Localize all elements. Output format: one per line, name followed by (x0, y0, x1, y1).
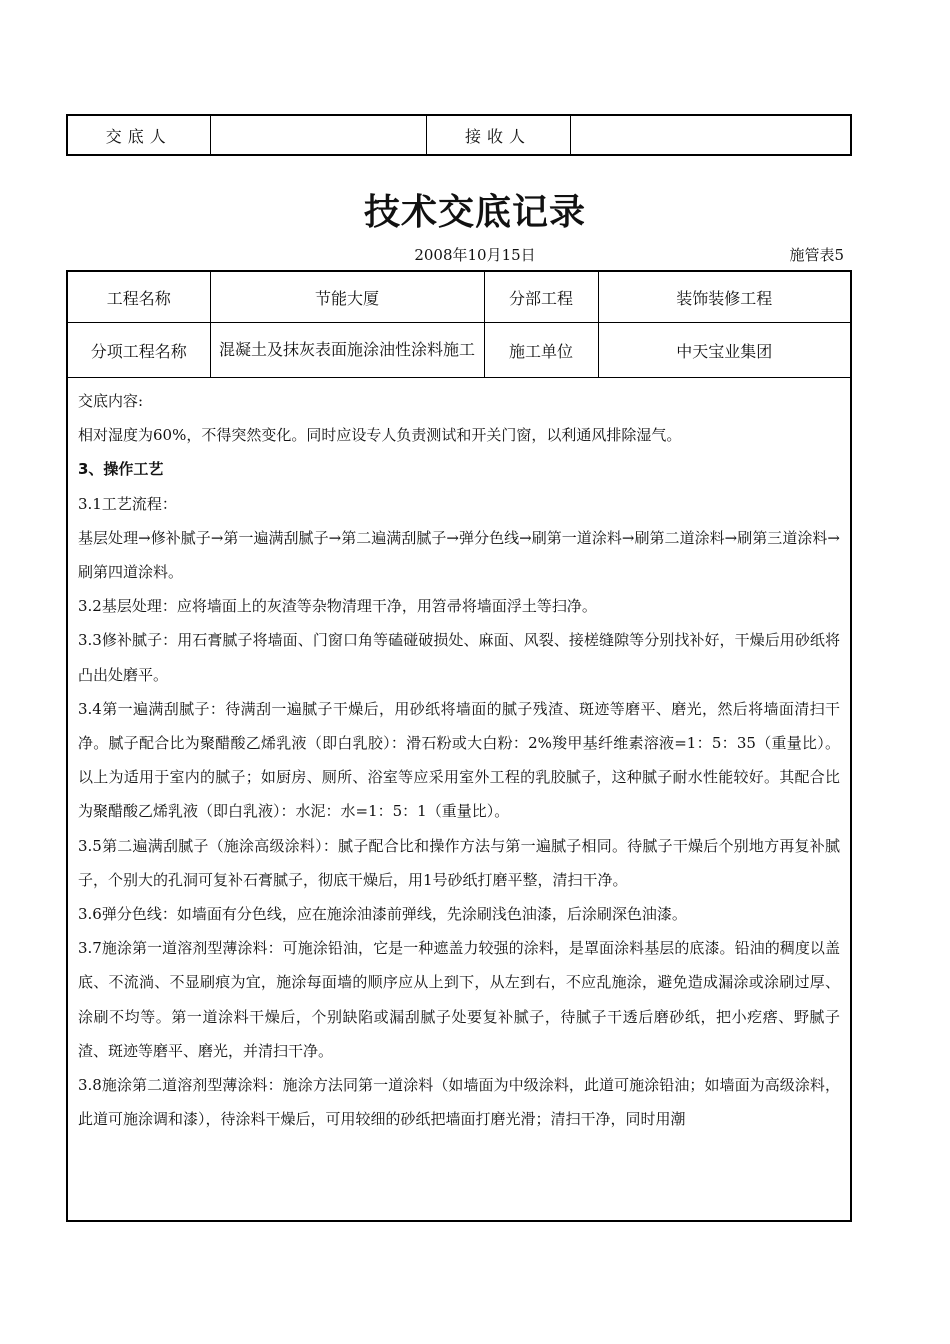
subitem-value: 混凝土及抹灰表面施涂油性涂料施工 (210, 323, 484, 378)
section-heading: 3、操作工艺 (78, 460, 164, 479)
handover-label: 交底人 (67, 115, 210, 155)
content-paragraph: 3.5第二遍满刮腻子（施涂高级涂料）：腻子配合比和操作方法与第一遍腻子相同。待腻子干燥后个别地方再复补腻子，个别大的孔洞可复补石膏腻子，彻底干燥后，用1号砂纸打磨平整，清扫干净。 (78, 836, 840, 889)
content-paragraph: 基层处理→修补腻子→第一遍满刮腻子→第二遍满刮腻子→弹分色线→刷第一道涂料→刷第二道涂料→刷第三道涂料→刷第四道涂料。 (78, 528, 840, 582)
handover-value (210, 115, 426, 155)
content-paragraph: 3.3修补腻子：用石膏腻子将墙面、门窗口角等磕碰破损处、麻面、风裂、接槎缝隙等分别找补好，干燥后用砂纸将凸出处磨平。 (78, 631, 840, 684)
content-paragraph: 3.7施涂第一道溶剂型薄涂料：可施涂铅油，它是一种遮盖力较强的涂料，是罩面涂料基层的底漆。铅油的稠度以盖底、不流淌、不显刷痕为宜，施涂每面墙的顺序应从上到下，从左到右，不应乱施涂，避免造成漏涂或涂刷过厚、涂刷不均等。第一道涂料干燥后，个别缺陷或漏刮腻子处要复补腻子，待腻子干透后磨砂纸，把小疙瘩、野腻子渣、斑迹等磨平、磨光，并清扫干净。 (78, 939, 840, 1060)
record-table (66, 270, 852, 1222)
division-value: 装饰装修工程 (598, 271, 851, 323)
page-title: 技术交底记录 (363, 192, 586, 233)
content-paragraph: 3.6弹分色线：如墙面有分色线，应在施涂油漆前弹线，先涂刷浅色油漆，后涂刷深色油漆。 (78, 905, 687, 924)
form-number: 施管表5 (789, 246, 844, 264)
content-paragraph: 3.8施涂第二道溶剂型薄涂料：施涂方法同第一道涂料（如墙面为中级涂料，此道可施涂铅油；如墙面为高级涂料，此道可施涂调和漆），待涂料干燥后，可用较细的砂纸把墙面打磨光滑；清扫干净，同时用潮 (78, 1076, 840, 1129)
constructor-value: 中天宝业集团 (598, 323, 851, 378)
constructor-label: 施工单位 (484, 323, 598, 378)
sign-table (66, 114, 852, 156)
content-label: 交底内容: (78, 392, 144, 410)
project-name-value: 节能大厦 (210, 271, 484, 323)
record-date: 2008年10月15日 (414, 246, 536, 264)
division-label: 分部工程 (484, 271, 598, 323)
subitem-label: 分项工程名称 (67, 323, 210, 378)
content-paragraph: 3.1工艺流程： (78, 494, 177, 513)
receiver-label: 接收人 (426, 115, 570, 155)
content-paragraph: 相对湿度为60%，不得突然变化。同时应设专人负责测试和开关门窗，以利通风排除湿气。 (78, 426, 682, 445)
content-cell (67, 378, 851, 1222)
project-name-label: 工程名称 (67, 271, 210, 323)
content-paragraph: 3.4第一遍满刮腻子：待满刮一遍腻子干燥后，用砂纸将墙面的腻子残渣、斑迹等磨平、磨光，然后将墙面清扫干净。腻子配合比为聚醋酸乙烯乳液（即白乳胶）：滑石粉或大白粉：2%羧甲基纤维素溶液=1：5：35（重量比）。以上为适用于室内的腻子；如厨房、厕所、浴室等应采用室外工程的乳胶腻子，这种腻子耐水性能较好。其配合比为聚醋酸乙烯乳液（即白乳液）：水泥：水=1：5：1（重量比）。 (78, 699, 840, 821)
receiver-value (570, 115, 851, 155)
content-paragraph: 3.2基层处理：应将墙面上的灰渣等杂物清理干净，用笤帚将墙面浮土等扫净。 (78, 597, 597, 616)
